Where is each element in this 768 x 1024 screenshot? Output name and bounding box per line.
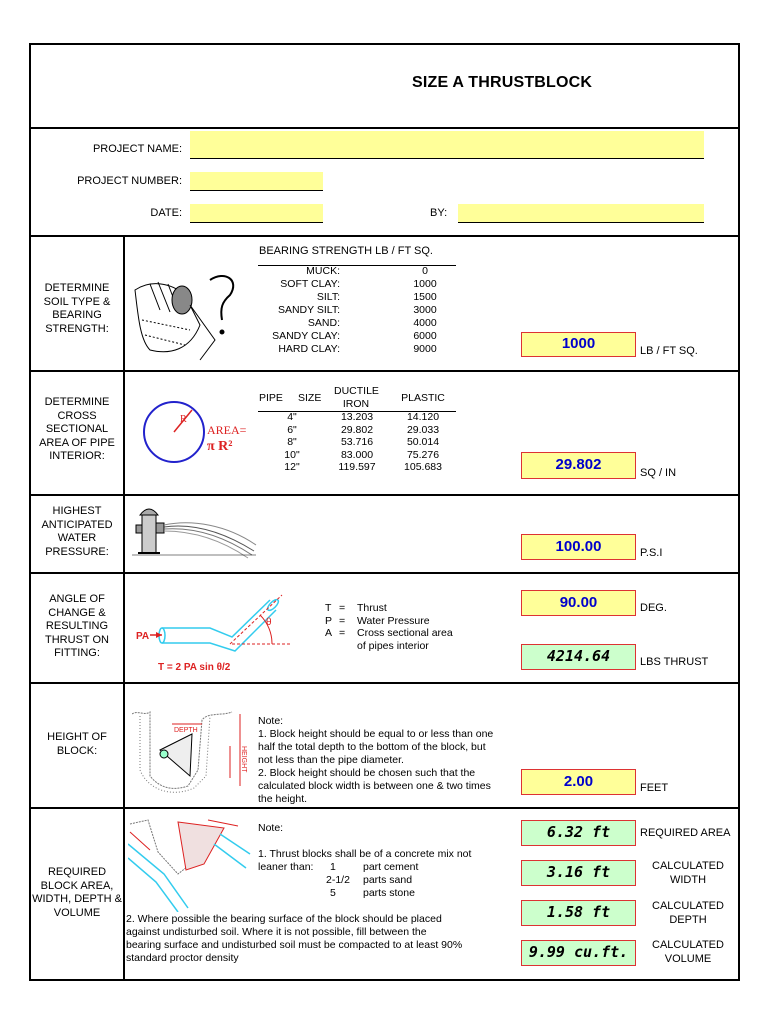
bearing-table-title: BEARING STRENGTH LB / FT SQ. xyxy=(259,245,433,257)
divider xyxy=(29,682,740,684)
water-pressure-unit: P.S.I xyxy=(640,547,663,559)
thrust-result: 4214.64 xyxy=(521,644,636,670)
table-cell: 83.000 xyxy=(340,448,374,461)
table-cell: 8" xyxy=(287,436,297,448)
block-note-2 xyxy=(126,913,516,965)
block-note-head: Note: xyxy=(258,822,284,834)
table-cell: 1000 xyxy=(413,278,437,290)
table-cell: 3000 xyxy=(413,304,437,316)
thrust-unit: LBS THRUST xyxy=(640,656,709,668)
required-area-label: REQUIRED AREA xyxy=(640,827,731,839)
divider xyxy=(29,572,740,574)
calculated-depth-label: CALCULATED DEPTH xyxy=(652,900,724,926)
legend-eq: = xyxy=(339,627,346,639)
legend-desc: of pipes interior xyxy=(357,639,429,652)
note-line: 2. Where possible the bearing surface of the block should be placed xyxy=(126,913,442,925)
divider xyxy=(29,370,740,372)
soil-section-label: DETERMINE SOIL TYPE & BEARING STRENGTH: xyxy=(43,282,111,335)
mix-qty-2: 2-1/2 xyxy=(326,874,350,886)
bearing-table-values xyxy=(400,265,450,356)
table-cell: 1500 xyxy=(413,291,437,303)
area-formula-text: AREA= xyxy=(207,423,247,437)
table-cell: 29.033 xyxy=(406,423,440,436)
depth-dimension-label: DEPTH xyxy=(174,727,198,734)
col-pipe: PIPE xyxy=(259,392,283,404)
divider xyxy=(29,807,740,809)
legend-symbol: A xyxy=(325,627,333,639)
theta-label: θ xyxy=(266,617,272,628)
table-cell: 6" xyxy=(287,423,297,436)
date-label: DATE: xyxy=(150,207,182,219)
table-cell: 10" xyxy=(284,448,300,461)
table-cell: 4000 xyxy=(413,317,437,329)
calculated-width-label: CALCULATED WIDTH xyxy=(652,860,724,886)
legend-eq: = xyxy=(339,614,346,627)
table-cell: 6000 xyxy=(413,330,437,342)
note-line: 2. Block height should be chosen such that the xyxy=(258,767,476,779)
pipe-area-input[interactable]: 29.802 xyxy=(521,452,636,479)
height-section-label: HEIGHT OF BLOCK: xyxy=(47,731,107,757)
bearing-strength-unit: LB / FT SQ. xyxy=(640,345,698,357)
mix-desc xyxy=(363,861,418,900)
mix-desc-2: parts sand xyxy=(363,874,413,886)
block-height-diagram xyxy=(132,706,257,798)
legend-desc: Thrust xyxy=(357,602,387,614)
page-title: SIZE A THRUSTBLOCK xyxy=(412,74,593,91)
column-divider xyxy=(123,235,125,981)
ductile-column xyxy=(332,411,382,474)
block-note-1a: 1. Thrust blocks shall be of a concrete mix not xyxy=(258,848,472,860)
table-cell: 105.683 xyxy=(404,461,442,473)
date-field[interactable] xyxy=(190,204,323,223)
by-field[interactable] xyxy=(458,204,704,223)
project-name-field[interactable] xyxy=(190,131,704,159)
note-line: Note: xyxy=(258,715,284,727)
legend-desc: Water Pressure xyxy=(357,614,430,627)
project-name-label: PROJECT NAME: xyxy=(92,143,182,155)
table-cell: 4" xyxy=(287,411,297,423)
by-label: BY: xyxy=(430,207,448,219)
divider xyxy=(29,494,740,496)
water-pressure-input[interactable]: 100.00 xyxy=(521,534,636,560)
col-size: SIZE xyxy=(298,392,322,404)
thrust-formula: T = 2 PA sin θ/2 xyxy=(158,662,231,673)
calculated-depth-result: 1.58 ft xyxy=(521,900,636,926)
note-line: standard proctor density xyxy=(126,952,239,964)
note-line: half the total depth to the bottom of the block, but xyxy=(258,741,486,753)
table-cell: SILT: xyxy=(316,291,340,303)
thrust-fitting-diagram xyxy=(132,585,292,675)
note-line: calculated block width is between one & two times xyxy=(258,780,491,792)
bearing-strength-input[interactable]: 1000 xyxy=(521,332,636,357)
block-note-1b: leaner than: xyxy=(258,861,314,873)
col-plastic: PLASTIC xyxy=(401,392,445,404)
table-cell: 119.597 xyxy=(338,461,376,473)
angle-unit: DEG. xyxy=(640,602,667,614)
pressure-section-label: HIGHEST ANTICIPATED WATER PRESSURE: xyxy=(41,505,113,558)
block-section-label: REQUIRED BLOCK AREA, WIDTH, DEPTH & VOLUME xyxy=(32,866,122,919)
table-cell: 53.716 xyxy=(340,436,374,448)
table-cell: SOFT CLAY: xyxy=(280,278,340,290)
note-line: 1. Block height should be equal to or less than one xyxy=(258,728,494,740)
pa-label: PA xyxy=(136,631,150,642)
height-note xyxy=(258,715,508,806)
calculated-volume-result: 9.99 cu.ft. xyxy=(521,940,636,966)
table-cell: HARD CLAY: xyxy=(278,343,340,355)
required-area-result: 6.32 ft xyxy=(521,820,636,846)
table-cell: 14.120 xyxy=(406,411,440,423)
table-cell: MUCK: xyxy=(306,265,340,277)
table-cell: 75.276 xyxy=(406,448,440,461)
plastic-column xyxy=(398,411,448,474)
area-section-label: DETERMINE CROSS SECTIONAL AREA OF PIPE INTERIOR: xyxy=(39,396,115,462)
bearing-table-names xyxy=(240,265,340,356)
pipe-area-unit: SQ / IN xyxy=(640,467,677,479)
block-height-input[interactable]: 2.00 xyxy=(521,769,636,795)
angle-input[interactable]: 90.00 xyxy=(521,590,636,616)
angle-section-label: ANGLE OF CHANGE & RESULTING THRUST ON FITTING: xyxy=(45,593,109,659)
table-cell: SANDY CLAY: xyxy=(272,330,340,342)
pipe-size-column xyxy=(270,411,314,474)
mix-qty-1: 1 xyxy=(330,861,336,873)
mix-qty-3: 5 xyxy=(330,887,336,899)
table-cell: SAND: xyxy=(307,317,340,329)
block-height-unit: FEET xyxy=(640,782,669,794)
legend-desc: Cross sectional area xyxy=(357,627,453,639)
table-cell: 9000 xyxy=(413,343,437,355)
table-cell: SANDY SILT: xyxy=(277,304,340,316)
table-cell: 29.802 xyxy=(340,423,374,436)
legend-symbol: T xyxy=(325,602,332,614)
mix-desc-1: part cement xyxy=(363,861,419,873)
note-line: against undisturbed soil. Where it is not possible, fill between the xyxy=(126,926,427,938)
project-number-field[interactable] xyxy=(190,172,323,191)
table-cell: 50.014 xyxy=(406,436,440,448)
divider xyxy=(29,127,740,129)
note-line: bearing surface and undisturbed soil must be compacted to at least 90% xyxy=(126,939,463,951)
note-line: not less than the pipe diameter. xyxy=(258,754,404,766)
table-cell: 0 xyxy=(422,265,428,277)
legend-eq: = xyxy=(339,602,346,614)
hydrant-illustration xyxy=(132,503,257,563)
calculated-width-result: 3.16 ft xyxy=(521,860,636,886)
thrust-block-diagram xyxy=(128,812,253,912)
legend-symbol: P xyxy=(325,614,333,627)
note-line: the height. xyxy=(258,793,308,805)
calculated-volume-label: CALCULATED VOLUME xyxy=(652,939,724,965)
pi-r-squared-text: π R² xyxy=(207,439,233,454)
table-cell: 13.203 xyxy=(340,411,374,423)
col-ductile: DUCTILE IRON xyxy=(334,385,379,410)
thrust-legend xyxy=(325,602,453,652)
radius-label: R xyxy=(180,414,187,425)
height-dimension-label: HEIGHT xyxy=(240,746,247,773)
project-number-label: PROJECT NUMBER: xyxy=(77,175,182,187)
pipe-circle-diagram xyxy=(140,398,255,468)
table-cell: 12" xyxy=(284,461,300,473)
divider xyxy=(29,235,740,237)
soil-sampler-illustration xyxy=(130,270,250,365)
mix-desc-3: parts stone xyxy=(363,887,415,899)
